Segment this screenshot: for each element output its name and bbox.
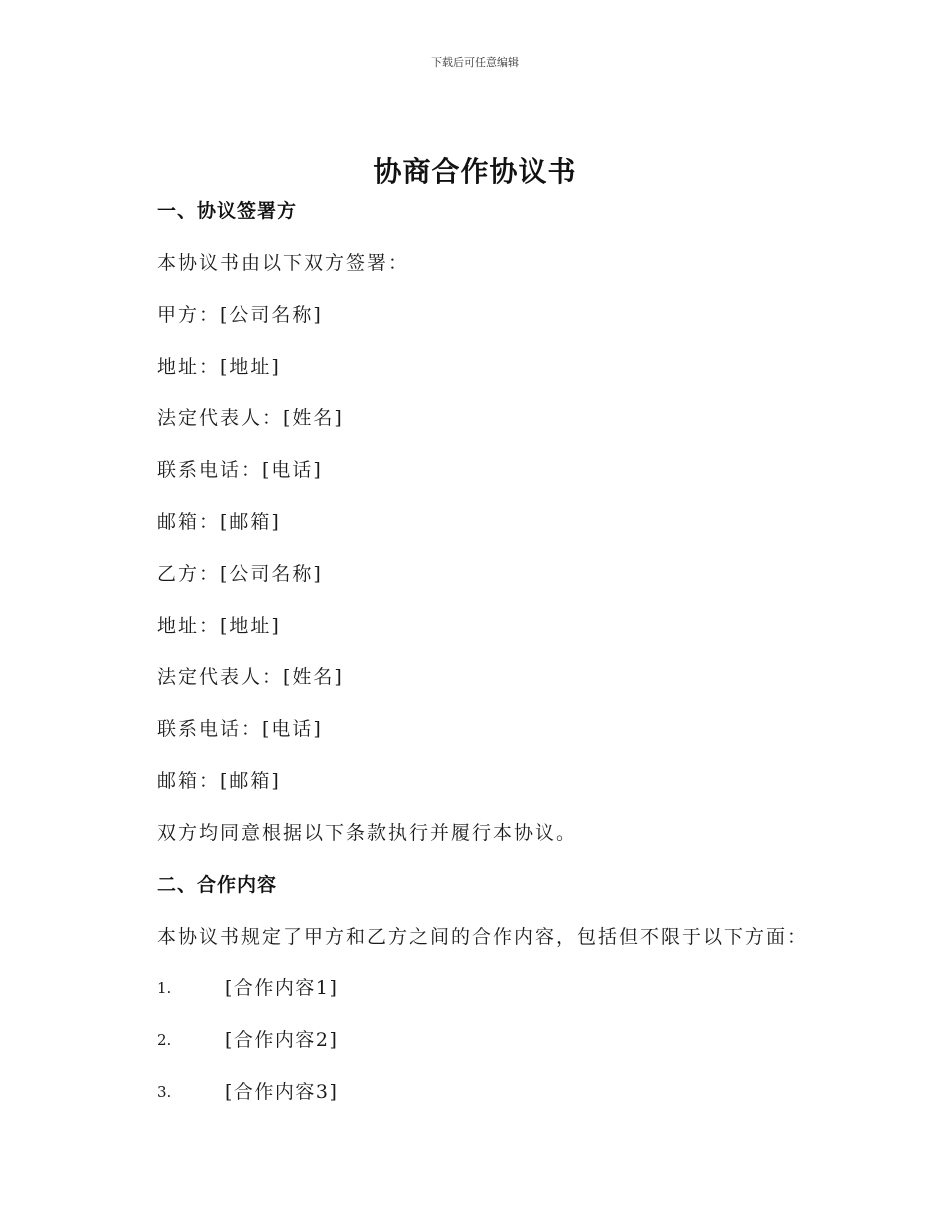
party-a-representative: 法定代表人：[姓名] [157, 407, 344, 430]
section-heading-cooperation: 二、合作内容 [157, 873, 278, 896]
list-item-number: 1. [157, 979, 172, 998]
party-a-email: 邮箱：[邮箱] [157, 510, 281, 533]
party-a-name: 甲方：[公司名称] [157, 303, 323, 326]
list-item [157, 1077, 837, 1129]
party-b-representative: 法定代表人：[姓名] [157, 666, 344, 689]
party-a-address: 地址：[地址] [157, 355, 281, 378]
parties-intro: 本协议书由以下双方签署： [157, 252, 410, 274]
list-item-number: 2. [157, 1031, 172, 1050]
document-title: 协商合作协议书 [373, 155, 577, 188]
header-note: 下载后可任意编辑 [431, 56, 519, 69]
section-heading-parties: 一、协议签署方 [157, 200, 298, 222]
document-body [157, 196, 837, 1129]
party-b-email: 邮箱：[邮箱] [157, 769, 281, 792]
agreement-statement: 双方均同意根据以下条款执行并履行本协议。 [157, 821, 578, 844]
list-item-text: [合作内容1] [225, 977, 339, 1000]
list-item [157, 1025, 837, 1077]
list-item-text: [合作内容2] [225, 1029, 339, 1052]
list-item-text: [合作内容3] [225, 1080, 339, 1103]
party-b-name: 乙方：[公司名称] [157, 562, 323, 585]
party-a-phone: 联系电话：[电话] [157, 459, 323, 482]
cooperation-intro: 本协议书规定了甲方和乙方之间的合作内容，包括但不限于以下方面： [157, 925, 809, 948]
list-item-number: 3. [157, 1082, 172, 1101]
list-item [157, 973, 837, 1025]
party-b-phone: 联系电话：[电话] [157, 718, 323, 741]
party-b-address: 地址：[地址] [157, 614, 281, 637]
